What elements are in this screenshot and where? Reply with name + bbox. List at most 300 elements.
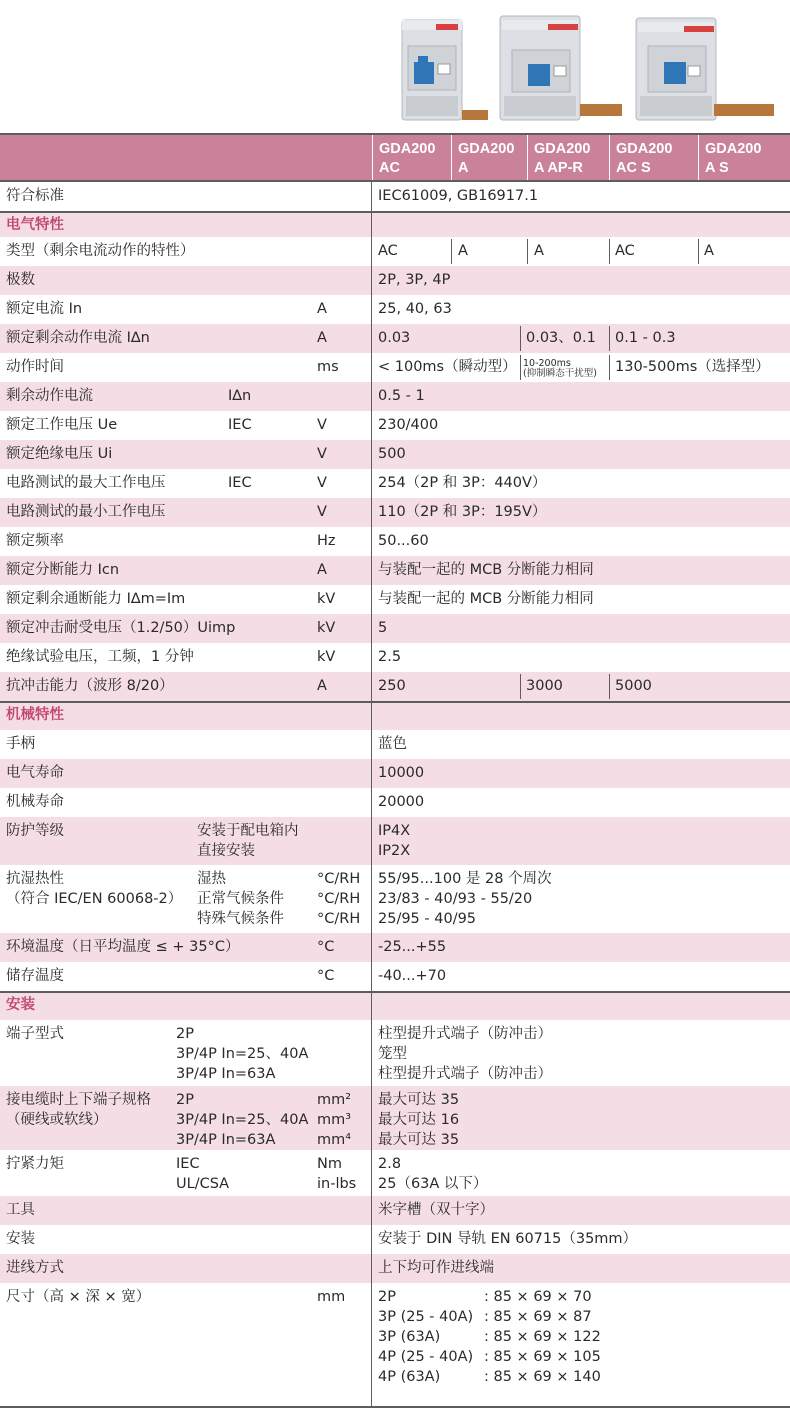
spec-row-cable [0,1086,790,1150]
spec-unit [317,585,335,609]
spec-label [6,1196,35,1220]
spec-value [484,1283,601,1387]
column-divider [371,703,372,730]
text-line: A [317,330,327,346]
spec-sublabel [197,865,284,929]
text-line: 抗冲击能力（波形 8/20） [6,678,174,694]
text-line: Hz [317,533,336,549]
text-line: 安装 [6,1231,35,1247]
text-line: 机械寿命 [6,794,64,810]
spec-value [378,295,452,319]
text-line: 尺寸（高 × 深 × 宽） [6,1289,151,1305]
text-line: 拧紧力矩 [6,1156,64,1172]
column-divider [371,440,372,469]
text-line: -25...+55 [378,939,447,955]
spec-value [378,1086,459,1150]
text-line: : 85 × 69 × 87 [484,1309,592,1325]
value-divider [609,326,610,351]
spec-unit [317,643,335,667]
text-line: 130-500ms（选择型） [615,359,770,375]
text-line: 2P [176,1092,194,1108]
text-line: AC [378,243,398,259]
column-divider [371,1150,372,1196]
column-divider [371,643,372,672]
text-line: 接电缆时上下端子规格 [6,1092,151,1108]
spec-label [6,817,64,841]
spec-unit [317,411,327,435]
spec-unit [317,865,360,929]
text-line: 500 [378,446,406,462]
value-divider [609,239,610,264]
text-line: 额定频率 [6,533,64,549]
section-header-electrical [0,211,790,237]
text-line: A [534,243,544,259]
text-line: 电路测试的最大工作电压 [6,475,166,491]
column-header-gda200-a-ap-r: GDA200 A AP-R [527,135,609,180]
column-divider [371,182,372,211]
value-divider [520,355,521,380]
text-line: 10-200ms [523,358,571,369]
column-divider [371,556,372,585]
text-line: 25/95 - 40/95 [378,911,477,927]
spec-row-residual-current [0,324,790,353]
column-divider [371,993,372,1020]
spec-value [378,1254,494,1278]
spec-row-feed [0,1254,790,1283]
spec-value [615,353,770,377]
text-line: 额定工作电压 Ue [6,417,118,433]
text-line: 柱型提升式端子（防冲击） [378,1026,552,1042]
text-line: -40...+70 [378,968,447,984]
text-line: 0.5 - 1 [378,388,425,404]
text-line: 55/95...100 是 28 个周次 [378,871,552,887]
spec-sublabel [176,1020,308,1084]
text-line: 25, 40, 63 [378,301,452,317]
text-line: 3P (25 - 40A) [378,1309,474,1325]
spec-sublabel [228,469,252,493]
text-line: IEC [228,475,252,491]
spec-row-type [0,237,790,266]
text-line: IP2X [378,843,411,859]
text-line: 0.1 - 0.3 [615,330,676,346]
spec-row-icn [0,556,790,585]
text-line: A [458,243,468,259]
device-4p-s-image [636,18,774,120]
text-line: kV [317,620,336,636]
text-line: 230/400 [378,417,439,433]
text-line: V [317,475,327,491]
text-line: 额定分断能力 Icn [6,562,120,578]
spec-sublabel [228,411,252,435]
text-line: mm² [317,1092,352,1108]
text-line: 手柄 [6,736,35,752]
text-line: 柱型提升式端子（防冲击） [378,1066,552,1082]
text-line: 进线方式 [6,1260,64,1276]
column-divider [371,1196,372,1225]
spec-row-standard [0,182,790,211]
spec-label [6,788,64,812]
spec-value [378,498,546,522]
spec-unit [317,353,339,377]
text-line: 防护等级 [6,823,64,839]
value-divider [520,326,521,351]
spec-label [6,237,195,261]
column-divider [371,865,372,933]
text-line: °C/RH [317,911,361,927]
spec-value [378,440,406,464]
text-line: 额定冲击耐受电压（1.2/50）Uimp [6,620,236,636]
spec-unit [317,527,336,551]
column-divider [371,266,372,295]
text-line: 与装配一起的 MCB 分断能力相同 [378,591,594,607]
spec-value [378,182,538,206]
section-title: 安装 [6,997,35,1013]
column-divider [371,237,372,266]
column-divider [371,324,372,353]
spec-label [6,672,174,696]
spec-sublabel [197,817,299,861]
spec-value [378,1150,487,1194]
product-photos [392,6,790,134]
text-line: 10000 [378,765,425,781]
column-divider [371,213,372,237]
spec-value [378,585,594,609]
spec-unit [317,1086,351,1150]
spec-value [378,556,594,580]
value-divider [451,239,452,264]
text-line: 电路测试的最小工作电压 [6,504,166,520]
spec-row-mech-life [0,788,790,817]
text-line: 最大可达 35 [378,1092,460,1108]
spec-unit [317,1283,345,1307]
spec-row-residual-trip [0,382,790,411]
spec-label [6,1283,150,1307]
text-line: 安装于配电箱内 [197,823,299,839]
text-line: 安装于 DIN 导轨 EN 60715（35mm） [378,1231,638,1247]
value-divider [520,674,521,699]
spec-label [6,759,64,783]
column-header-gda200-ac-s: GDA200 AC S [609,135,698,180]
text-line: (抑制瞬态干扰型) [523,368,597,379]
spec-value [378,672,406,696]
text-line: 额定剩余动作电流 I∆n [6,330,150,346]
table-header [0,133,790,182]
spec-value [458,237,468,261]
spec-label [6,382,93,406]
spec-unit [317,469,327,493]
device-4p-image [500,16,622,120]
text-line: A [704,243,714,259]
spec-unit [317,962,334,986]
text-line: < 100ms（瞬动型） [378,359,517,375]
text-line: : 85 × 69 × 140 [484,1369,601,1385]
text-line: 3P/4P In=63A [176,1066,276,1082]
spec-value [378,933,446,957]
spec-row-protection [0,817,790,865]
text-line: 符合标准 [6,188,64,204]
column-divider [371,295,372,324]
text-line: 110（2P 和 3P：195V） [378,504,547,520]
text-line: 额定电流 In [6,301,83,317]
spec-row-elec-life [0,759,790,788]
text-line: 最大可达 35 [378,1132,460,1148]
spec-value [378,788,424,812]
spec-value [534,237,544,261]
column-divider [371,1283,372,1406]
spec-sublabel [176,1150,229,1194]
column-header-gda200-a: GDA200 A [451,135,527,180]
spec-row-damp-heat [0,865,790,933]
spec-row-poles [0,266,790,295]
column-divider [371,1225,372,1254]
spec-row-mounting [0,1225,790,1254]
text-line: 4P (25 - 40A) [378,1349,474,1365]
text-line: 2P, 3P, 4P [378,272,451,288]
text-line: Nm [317,1156,342,1172]
text-line: ms [317,359,339,375]
spec-value [378,1225,637,1249]
column-divider [371,962,372,991]
text-line: IP4X [378,823,411,839]
text-line: 特殊气候条件 [197,911,284,927]
spec-row-tool [0,1196,790,1225]
text-line: °C [317,939,335,955]
text-line: : 85 × 69 × 70 [484,1289,592,1305]
spec-value [378,266,450,290]
text-line: °C/RH [317,891,361,907]
text-line: °C/RH [317,871,361,887]
column-divider [371,759,372,788]
text-line: V [317,504,327,520]
text-line: 50...60 [378,533,429,549]
text-line: IEC61009, GB16917.1 [378,188,539,204]
spec-row-uimp [0,614,790,643]
spec-value [615,324,676,348]
spec-row-freq [0,527,790,556]
spec-row-torque [0,1150,790,1196]
text-line: 250 [378,678,406,694]
text-line: 蓝色 [378,736,407,752]
rcd-product-image [392,6,790,134]
spec-label [6,643,194,667]
spec-value [378,469,546,493]
text-line: 最大可达 16 [378,1112,460,1128]
spec-label [6,1225,35,1249]
column-divider [371,353,372,382]
text-line: kV [317,649,336,665]
value-divider [698,239,699,264]
spec-label [6,353,64,377]
spec-value [378,1196,494,1220]
spec-row-dims [0,1283,790,1406]
spec-unit [317,324,327,348]
text-line: 环境温度（日平均温度 ≤ + 35°C） [6,939,240,955]
text-line: 4P (63A) [378,1369,441,1385]
text-line: V [317,417,327,433]
spec-value [523,353,597,379]
spec-unit [317,556,327,580]
value-divider [609,355,610,380]
text-line: 20000 [378,794,425,810]
spec-row-trip-time [0,353,790,382]
column-divider [371,1254,372,1283]
spec-row-test-min [0,498,790,527]
spec-unit [317,295,327,319]
column-divider [371,527,372,556]
spec-value [378,237,398,261]
spec-label [6,469,166,493]
text-line: mm [317,1289,346,1305]
spec-label [6,182,64,206]
spec-unit [317,614,335,638]
section-title: 机械特性 [6,707,64,723]
text-line: （硬线或软线） [6,1112,108,1128]
text-line: 2P [176,1026,194,1042]
text-line: 上下均可作进线端 [378,1260,494,1276]
text-line: 额定绝缘电压 Ui [6,446,113,462]
spec-label [6,266,35,290]
column-divider [371,817,372,865]
text-line: 3000 [526,678,563,694]
table-bottom-rule [0,1406,790,1408]
spec-label [6,556,119,580]
spec-row-rated-current [0,295,790,324]
spec-label [6,440,112,464]
text-line: in-lbs [317,1176,357,1192]
spec-value [615,672,652,696]
spec-label [6,498,166,522]
text-line: mm⁴ [317,1132,352,1148]
text-line: IEC [228,417,252,433]
spec-label [6,1086,151,1130]
column-divider [371,672,372,701]
spec-value [378,353,517,377]
text-line: kV [317,591,336,607]
text-line: AC [615,243,635,259]
text-line: 2.5 [378,649,402,665]
text-line: 电气寿命 [6,765,64,781]
spec-row-surge [0,672,790,701]
text-line: 工具 [6,1202,35,1218]
spec-value [378,962,446,986]
column-divider [371,411,372,440]
column-divider [371,788,372,817]
spec-row-insul-test [0,643,790,672]
spec-value [378,614,387,638]
spec-value [378,1020,552,1084]
column-divider [371,933,372,962]
spec-unit [317,440,327,464]
text-line: 5000 [615,678,652,694]
text-line: 25（63A 以下） [378,1176,488,1192]
spec-label [6,614,235,638]
text-line: 湿热 [197,871,226,887]
column-divider [371,730,372,759]
text-line: : 85 × 69 × 122 [484,1329,601,1345]
spec-value [526,672,563,696]
spec-label [6,295,82,319]
text-line: V [317,446,327,462]
text-line: A [317,678,327,694]
text-line: A [317,301,327,317]
spec-sublabel [228,382,251,406]
text-line: UL/CSA [176,1176,230,1192]
spec-label [6,527,64,551]
spec-value [378,759,424,783]
text-line: 动作时间 [6,359,64,375]
column-divider [371,614,372,643]
text-line: 与装配一起的 MCB 分断能力相同 [378,562,594,578]
spec-label [6,865,182,909]
text-line: IEC [176,1156,200,1172]
section-header-mechanical [0,701,790,730]
text-line: 剩余动作电流 [6,388,93,404]
text-line: 254（2P 和 3P：440V） [378,475,547,491]
text-line: 5 [378,620,388,636]
spec-row-ue [0,411,790,440]
column-divider [371,469,372,498]
section-title: 电气特性 [6,217,64,233]
spec-value [378,382,425,406]
spec-label [6,730,35,754]
column-header-gda200-ac: GDA200 AC [372,135,451,180]
spec-value [615,237,635,261]
spec-value [704,237,714,261]
spec-unit [317,498,327,522]
spec-value [378,324,410,348]
text-line: 3P/4P In=25、40A [176,1046,309,1062]
text-line: : 85 × 69 × 105 [484,1349,601,1365]
column-header-gda200-a-s: GDA200 A S [698,135,790,180]
text-line: 3P/4P In=25、40A [176,1112,309,1128]
spec-row-storage [0,962,790,991]
text-line: 2P [378,1289,396,1305]
spec-label [6,1020,64,1044]
text-line: 正常气候条件 [197,891,284,907]
spec-value [378,1283,473,1387]
column-divider [371,1020,372,1086]
text-line: 抗湿热性 [6,871,64,887]
spec-label [6,324,150,348]
spec-label [6,962,64,986]
text-line: 端子型式 [6,1026,64,1042]
spec-value [526,324,596,348]
text-line: 极数 [6,272,35,288]
text-line: I∆n [228,388,252,404]
spec-label [6,933,239,957]
column-divider [371,382,372,411]
spec-unit [317,933,334,957]
spec-value [378,643,401,667]
spec-value [378,865,552,929]
spec-row-ambient [0,933,790,962]
spec-row-test-max [0,469,790,498]
value-divider [609,674,610,699]
device-2p-image [402,20,488,120]
column-divider [371,498,372,527]
spec-unit [317,672,327,696]
text-line: 2.8 [378,1156,402,1172]
text-line: 23/83 - 40/93 - 55/20 [378,891,533,907]
text-line: °C [317,968,335,984]
value-divider [527,239,528,264]
section-header-install [0,991,790,1020]
text-line: 直接安装 [197,843,255,859]
spec-row-ui [0,440,790,469]
spec-unit [317,1150,356,1194]
text-line: 类型（剩余电流动作的特性） [6,243,195,259]
spec-row-idm [0,585,790,614]
